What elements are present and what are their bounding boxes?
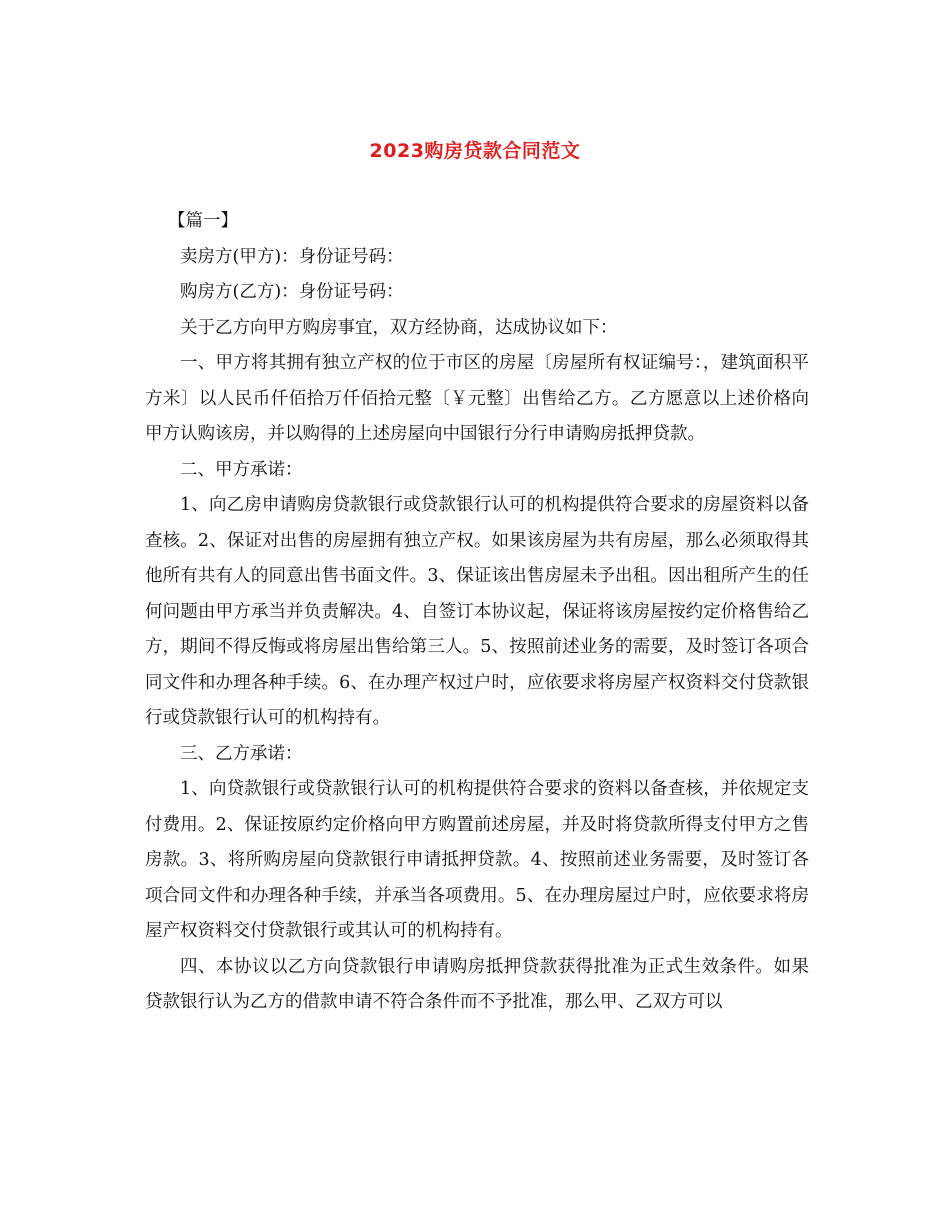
clause-four: 四、本协议以乙方向贷款银行申请购房抵押贷款获得批准为正式生效条件。如果贷款银行认为乙方的借款申请不符合条件而不予批准，那么甲、乙双方可以 <box>145 956 809 1012</box>
clause-three-body: 1、向贷款银行或贷款银行认可的机构提供符合要求的资料以备查核，并依规定支付费用。2、保证按原约定价格向甲方购置前述房屋，并及时将贷款所得支付甲方之售房款。3、将所购房屋向贷款银行申请抵押贷款。4、按照前述业务需要，及时签订各项合同文件和办理各种手续，并承当各项费用。5、在办理房屋过户时，应依要求将房屋产权资料交付贷款银行或其认可的机构持有。 <box>145 779 809 941</box>
document-title: 2023购房贷款合同范文 <box>369 140 581 162</box>
agreement-intro: 关于乙方向甲方购房事宜，双方经协商，达成协议如下： <box>180 317 618 338</box>
clause-two-heading: 二、甲方承诺： <box>180 459 303 480</box>
buyer-line: 购房方(乙方)：身份证号码： <box>180 282 404 302</box>
seller-line: 卖房方(甲方)：身份证号码： <box>180 246 404 267</box>
section-heading: 【篇一】 <box>168 211 238 231</box>
clause-three-heading: 三、乙方承诺： <box>180 743 303 764</box>
document-body <box>145 204 809 1021</box>
clause-two-body: 1、向乙房申请购房贷款银行或贷款银行认可的机构提供符合要求的房屋资料以备查核。2、保证对出售的房屋拥有独立产权。如果该房屋为共有房屋，那么必须取得其他所有共有人的同意出售书面文件。3、保证该出售房屋未予出租。因出租所产生的任何问题由甲方承当并负责解决。4、自签订本协议起，保证将该房屋按约定价格售给乙方，期间不得反悔或将房屋出售给第三人。5、按照前述业务的需要，及时签订各项合同文件和办理各种手续。6、在办理产权过户时，应依要求将房屋产权资料交付贷款银行或贷款银行认可的机构持有。 <box>145 495 809 728</box>
clause-one: 一、甲方将其拥有独立产权的位于市区的房屋〔房屋所有权证编号：，建筑面积平方米〕以人民币仟佰拾万仟佰拾元整〔￥元整〕出售给乙方。乙方愿意以上述价格向甲方认购该房，并以购得的上述房屋向中国银行分行申请购房抵押贷款。 <box>145 353 809 444</box>
